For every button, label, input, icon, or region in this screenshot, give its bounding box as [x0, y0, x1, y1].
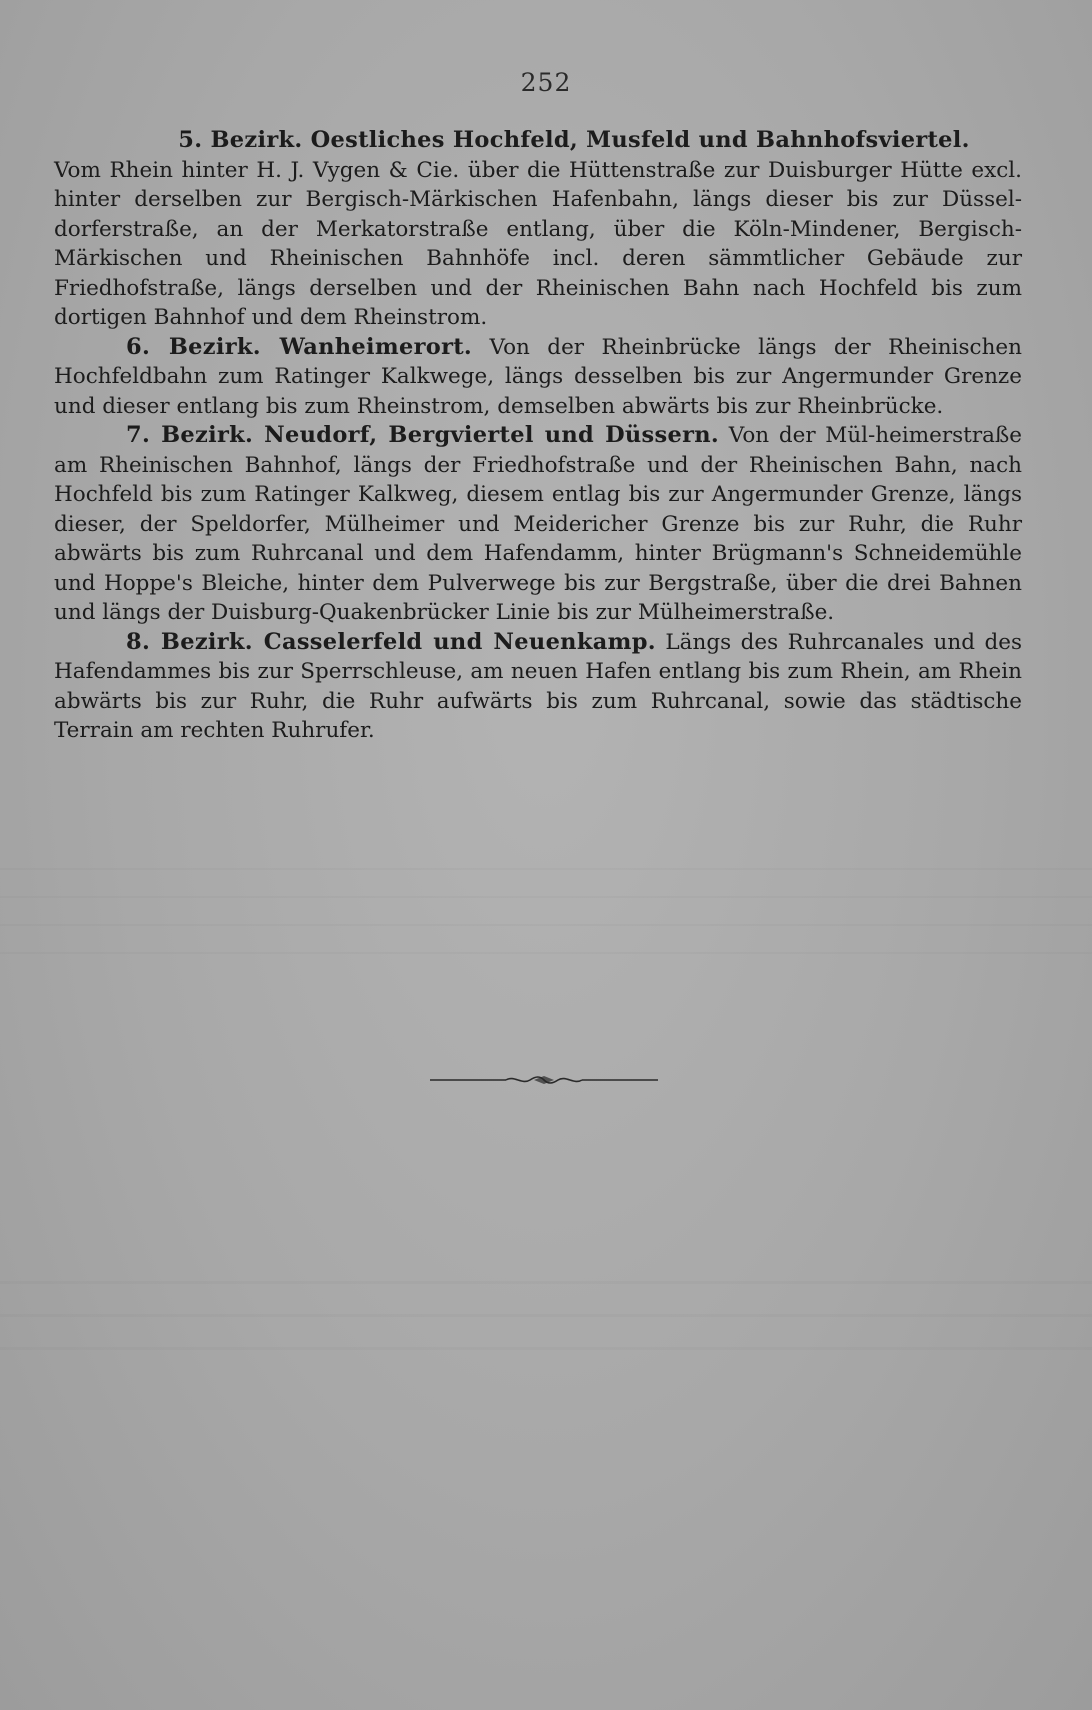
district-5-heading: 5. Bezirk. Oestliches Hochfeld, Musfeld und Bahnhofsviertel.	[178, 127, 970, 153]
bleed-through-texture	[0, 860, 1092, 980]
district-7-text: Von der Mül-heimerstraße am Rheinischen Bahnhof, längs der Friedhofstraße und der Rheinischen Bahn, nach Hochfeld bis zum Ratinger Kalkweg, diesem entlag bis zur Angermunder Grenze, längs dieser, der Speldorfer, Mülheimer und Meidericher Grenze bis zur Ruhr, die Ruhr abwärts bis zum Ruhrcanal und dem Hafendamm, hinter Brügmann's Schneidemühle und Hoppe's Bleiche, hinter dem Pulverwege bis zur Bergstraße, über die drei Bahnen und längs der Duisburg-Quakenbrücker Linie bis zur Mülheimerstraße.	[54, 423, 1022, 625]
district-8-heading: 8. Bezirk. Casselerfeld und Neuenkamp.	[126, 628, 656, 655]
district-6-text: Von der Rheinbrücke längs der Rheinischen Hochfeldbahn zum Ratinger Kalkwege, längs desselben bis zur Angermunder Grenze und dieser entlang bis zum Rheinstrom, demselben abwärts bis zur Rheinbrücke.	[54, 334, 1022, 419]
district-5-text: Vom Rhein hinter H. J. Vygen & Cie. über die Hüttenstraße zur Duisburger Hütte excl. hinter derselben zur Bergisch-Märkischen Hafenbahn, längs dieser bis zur Düssel-dorferstraße, an der Merkatorstraße entlang, über die Köln-Mindener, Bergisch-Märkischen und Rheinischen Bahnhöfe incl. deren sämmtlicher Gebäude zur Friedhofstraße, längs derselben und der Rheinischen Bahn nach Hochfeld bis zum dortigen Bahnhof und dem Rheinstrom.	[54, 157, 1022, 330]
district-8	[54, 628, 1022, 746]
district-5	[54, 126, 1022, 333]
ornamental-divider	[430, 1073, 658, 1087]
page-number: 252	[520, 68, 572, 97]
bleed-through-texture-lower	[0, 1270, 1092, 1380]
district-6-heading: 6. Bezirk. Wanheimerort.	[126, 333, 473, 360]
district-5-heading-line	[126, 126, 1022, 156]
district-6	[54, 333, 1022, 422]
district-8-text: Längs des Ruhrcanales und des Hafendammes bis zur Sperrschleuse, am neuen Hafen entlang bis zum Rhein, am Rhein abwärts bis zur Ruhr, die Ruhr aufwärts bis zum Ruhrcanal, sowie das städtische Terrain am rechten Ruhrufer.	[54, 629, 1022, 743]
district-7-heading: 7. Bezirk. Neudorf, Bergviertel und Düssern.	[126, 422, 720, 448]
district-descriptions	[54, 126, 1022, 746]
district-7	[54, 421, 1022, 628]
